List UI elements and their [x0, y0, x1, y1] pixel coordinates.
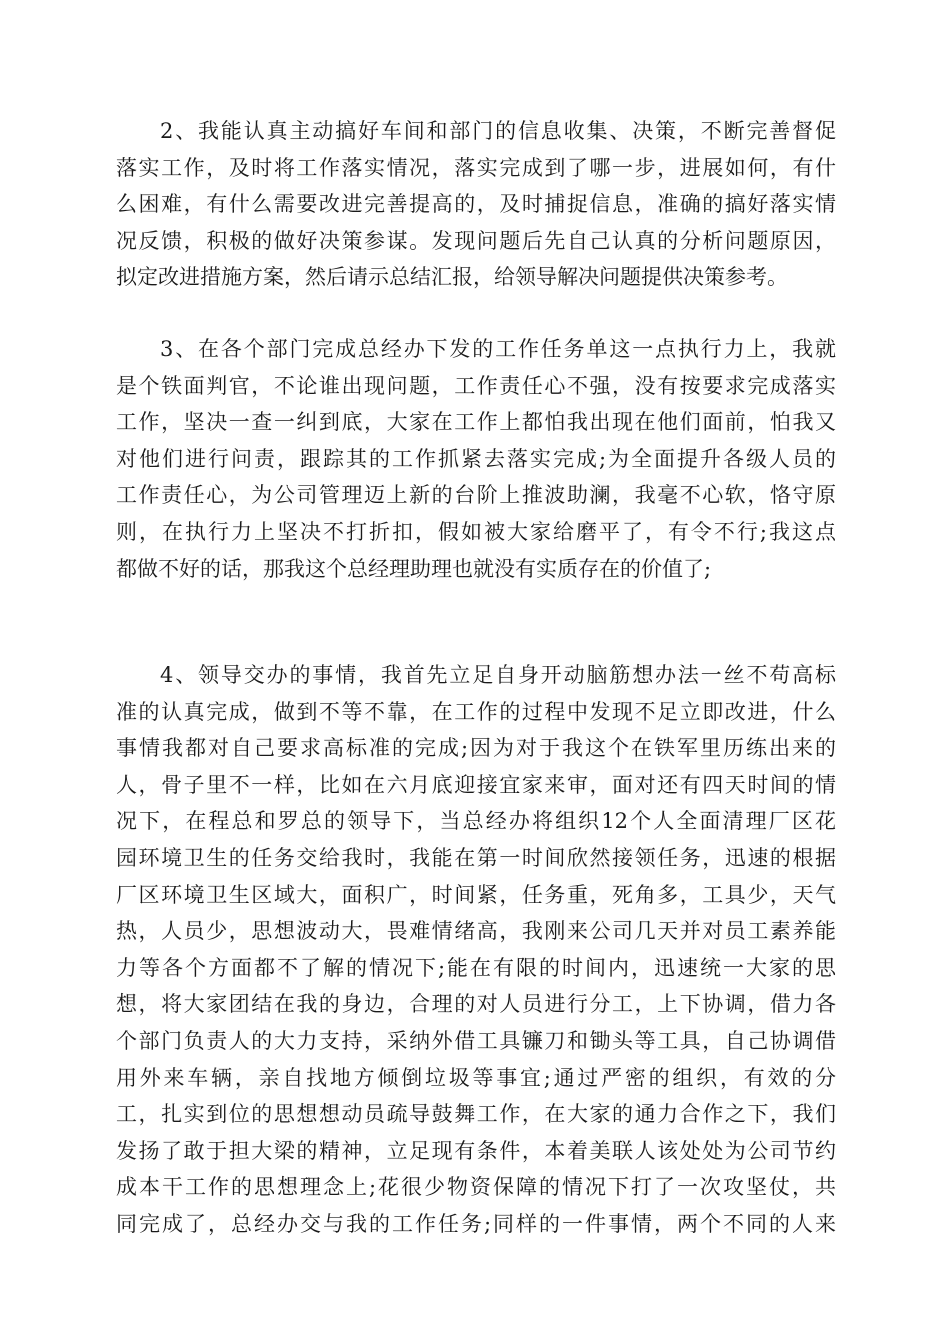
text-line: 2、我能认真主动搞好车间和部门的信息收集、决策，不断完善督促 [160, 119, 836, 143]
text-line: 个部门负责人的大力支持，采纳外借工具镰刀和锄头等工具，自己协调借 [116, 1028, 836, 1053]
text-line: 成本干工作的思想理念上;花很少物资保障的情况下打了一次攻坚仗，共 [116, 1175, 836, 1200]
text-line: 厂区环境卫生区域大，面积广，时间紧，任务重，死角多，工具少，天气 [116, 882, 836, 907]
text-line: 拟定改进措施方案，然后请示总结汇报，给领导解决问题提供决策参考。 [116, 265, 788, 290]
text-line: 想，将大家团结在我的身边，合理的对人员进行分工，上下协调，借力各 [116, 992, 836, 1017]
text-line: 3、在各个部门完成总经办下发的工作任务单这一点执行力上，我就 [160, 337, 836, 361]
text-line: 么困难，有什么需要改进完善提高的，及时捕捉信息，准确的搞好落实情 [116, 192, 836, 217]
text-line: 热，人员少，思想波动大，畏难情绪高，我刚来公司几天并对员工素养能 [116, 919, 836, 944]
text-line: 发扬了敢于担大梁的精神，立足现有条件，本着美联人该处处为公司节约 [116, 1138, 836, 1163]
text-line: 都做不好的话，那我这个总经理助理也就没有实质存在的价值了; [116, 556, 712, 581]
text-line: 则，在执行力上坚决不打折扣，假如被大家给磨平了，有令不行;我这点 [116, 519, 836, 544]
paragraph-2 [116, 113, 836, 296]
paragraph-4 [116, 657, 836, 1243]
text-line: 用外来车辆，亲自找地方倾倒垃圾等事宜;通过严密的组织，有效的分 [116, 1065, 836, 1090]
text-line: 力等各个方面都不了解的情况下;能在有限的时间内，迅速统一大家的思 [116, 955, 836, 980]
text-line: 是个铁面判官，不论谁出现问题，工作责任心不强，没有按要求完成落实 [116, 373, 836, 398]
text-line: 4、领导交办的事情，我首先立足自身开动脑筋想办法一丝不苟高标 [160, 663, 836, 687]
text-line: 人，骨子里不一样，比如在六月底迎接宜家来审，面对还有四天时间的情 [116, 772, 836, 797]
text-line: 况下，在程总和罗总的领导下，当总经办将组织12个人全面清理厂区花 [116, 809, 836, 834]
text-line: 工，扎实到位的思想想动员疏导鼓舞工作，在大家的通力合作之下，我们 [116, 1102, 836, 1127]
text-line: 园环境卫生的任务交给我时，我能在第一时间欣然接领任务，迅速的根据 [116, 845, 836, 870]
text-line: 对他们进行问责，跟踪其的工作抓紧去落实完成;为全面提升各级人员的 [116, 446, 836, 471]
text-line: 工作责任心，为公司管理迈上新的台阶上推波助澜，我毫不心软，恪守原 [116, 483, 836, 508]
text-line: 事情我都对自己要求高标准的完成;因为对于我这个在铁军里历练出来的 [116, 736, 836, 761]
paragraph-3 [116, 331, 836, 587]
text-line: 况反馈，积极的做好决策参谋。发现问题后先自己认真的分析问题原因， [116, 228, 836, 253]
text-line: 工作，坚决一查一纠到底，大家在工作上都怕我出现在他们面前，怕我又 [116, 410, 836, 435]
text-line: 落实工作，及时将工作落实情况，落实完成到了哪一步，进展如何，有什 [116, 155, 836, 180]
text-line: 准的认真完成，做到不等不靠，在工作的过程中发现不足立即改进，什么 [116, 699, 836, 724]
text-line: 同完成了，总经办交与我的工作任务;同样的一件事情，两个不同的人来 [116, 1211, 836, 1236]
